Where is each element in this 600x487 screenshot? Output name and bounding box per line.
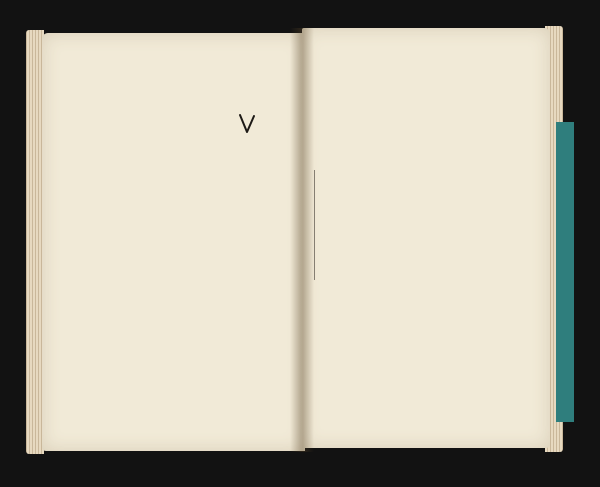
left-body-text: [139, 97, 291, 439]
right-body-text: [364, 92, 540, 434]
right-note-text: [308, 92, 366, 434]
book-cover-edge: [556, 122, 574, 422]
margin-bracket-line: [314, 170, 315, 280]
section-title: [77, 113, 99, 313]
left-page: [42, 33, 305, 451]
book-gutter: [290, 28, 314, 452]
chapter-title: [93, 97, 133, 397]
right-page: [302, 28, 550, 448]
